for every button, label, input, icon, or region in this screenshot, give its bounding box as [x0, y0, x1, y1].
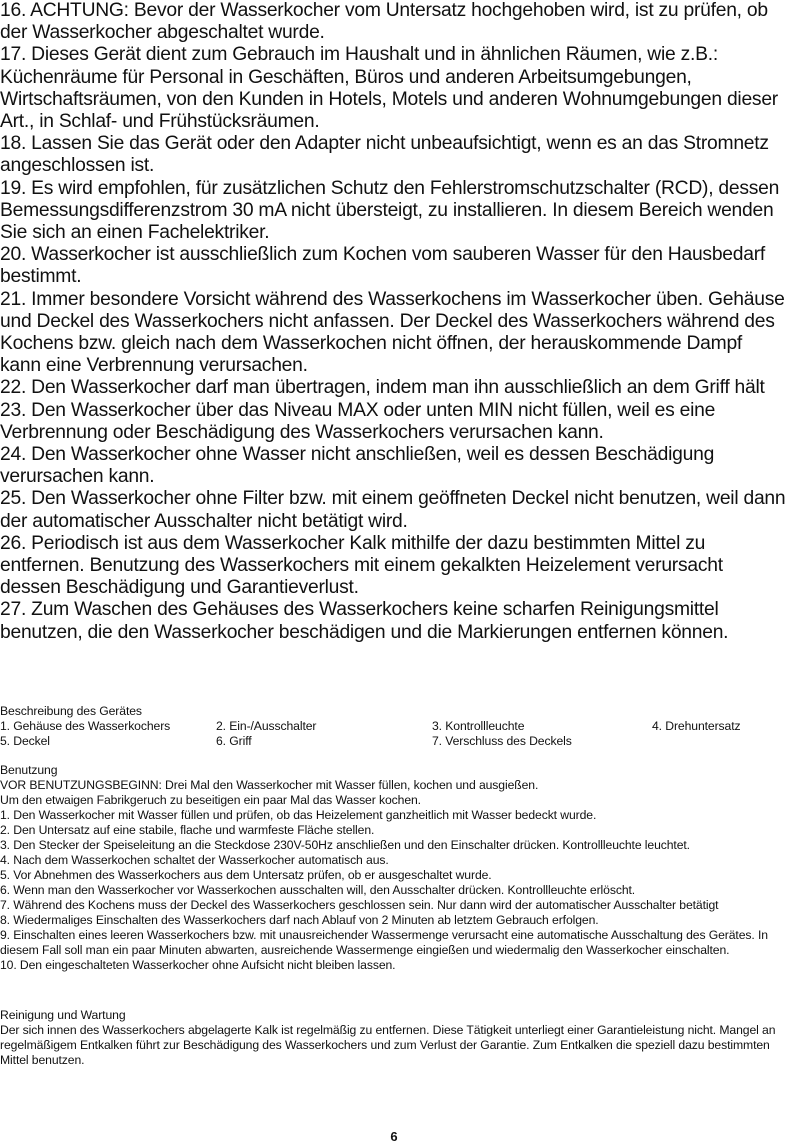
usage-line: 10. Den eingeschalteten Wasserkocher ohne Aufsicht nicht bleiben lassen.	[0, 958, 396, 972]
parts-list	[0, 719, 788, 749]
warning-23: 23. Den Wasserkocher über das Niveau MAX oder unten MIN nicht füllen, weil es eine Verbrennung oder Beschädigung des Wasserkochers verursachen kann.	[0, 399, 716, 443]
usage-line: 9. Einschalten eines leeren Wasserkochers bzw. mit unausreichender Wassermenge verursacht eine automatische Ausschaltung des Gerätes. In diesem Fall soll man ein paar Minuten abwarten, ausreichende Wassermenge eingießen und wiedermalig den Wasserkocher einschalten.	[0, 928, 768, 957]
page-number: 6	[390, 1129, 398, 1144]
maintenance-text: Der sich innen des Wasserkochers abgelagerte Kalk ist regelmäßig zu entfernen. Diese Tätigkeit unterliegt einer Garantieleistung nicht. Mangel an regelmäßigem Entkalken führt zur Beschädigung des Wasserkochers und zum Verlust der Garantie. Zum Entkalken die speziell dazu bestimmten Mittel benutzen.	[0, 1023, 776, 1067]
usage-line: Um den etwaigen Fabrikgeruch zu beseitigen ein paar Mal das Wasser kochen.	[0, 793, 421, 807]
part-item: 5. Deckel	[0, 734, 50, 748]
part-item: 2. Ein-/Ausschalter	[216, 719, 317, 733]
usage-line: 4. Nach dem Wasserkochen schaltet der Wasserkocher automatisch aus.	[0, 853, 389, 867]
part-item: 6. Griff	[216, 734, 252, 748]
warning-22: 22. Den Wasserkocher darf man übertragen, indem man ihn ausschließlich an dem Griff hält	[0, 377, 765, 399]
warning-21: 21. Immer besondere Vorsicht während des Wasserkochens im Wasserkocher üben. Gehäuse und Deckel des Wasserkochers nicht anfassen. Der Deckel des Wasserkochers während des Kochens bzw. gleich nach dem Wasserkochen nicht öffnen, der herauskommende Dampf kann eine Verbrennung verursachen.	[0, 288, 785, 377]
maintenance-section	[0, 1008, 788, 1068]
usage-line: 7. Während des Kochens muss der Deckel des Wasserkochers geschlossen sein. Nur dann wird der automatischer Ausschalter betätigt	[0, 898, 719, 912]
warning-18: 18. Lassen Sie das Gerät oder den Adapter nicht unbeaufsichtigt, wenn es an das Stromnetz angeschlossen ist.	[0, 133, 769, 177]
description-heading: Beschreibung des Gerätes	[0, 704, 142, 718]
usage-line: VOR BENUTZUNGSBEGINN: Drei Mal den Wasserkocher mit Wasser füllen, kochen und ausgießen.	[0, 778, 539, 792]
part-item: 7. Verschluss des Deckels	[432, 734, 572, 748]
warning-19: 19. Es wird empfohlen, für zusätzlichen Schutz den Fehlerstromschutzschalter (RCD), dessen Bemessungsdifferenzstrom 30 mA nicht übersteigt, zu installieren. In diesem Bereich wenden Sie sich an einen Fachelektriker.	[0, 177, 780, 244]
part-item: 3. Kontrollleuchte	[432, 719, 525, 733]
usage-line: 8. Wiedermaliges Einschalten des Wasserkochers darf nach Ablauf von 2 Minuten ab letztem Gebrauch erfolgen.	[0, 913, 599, 927]
device-description	[0, 704, 788, 749]
warning-27: 27. Zum Waschen des Gehäuses des Wasserkochers keine scharfen Reinigungsmittel benutzen, die den Wasserkocher beschädigen und die Markierungen entfernen können.	[0, 599, 729, 643]
warning-24: 24. Den Wasserkocher ohne Wasser nicht anschließen, weil es dessen Beschädigung verursachen kann.	[0, 444, 715, 488]
usage-heading: Benutzung	[0, 763, 58, 777]
usage-line: 6. Wenn man den Wasserkocher vor Wasserkochen ausschalten will, den Ausschalter drücken. Kontrollleuchte erlöscht.	[0, 883, 636, 897]
warning-26: 26. Periodisch ist aus dem Wasserkocher Kalk mithilfe der dazu bestimmten Mittel zu entfernen. Benutzung des Wasserkochers mit einem gekalkten Heizelement verursacht dessen Beschädigung und Garantieverlust.	[0, 532, 723, 599]
usage-line: 2. Den Untersatz auf eine stabile, flache und warmfeste Fläche stellen.	[0, 823, 375, 837]
usage-line: 5. Vor Abnehmen des Wasserkochers aus dem Untersatz prüfen, ob er ausgeschaltet wurde.	[0, 868, 492, 882]
part-item: 1. Gehäuse des Wasserkochers	[0, 719, 171, 733]
warning-16: 16. ACHTUNG: Bevor der Wasserkocher vom Untersatz hochgehoben wird, ist zu prüfen, ob der Wasserkocher abgeschaltet wurde.	[0, 0, 768, 44]
usage-section	[0, 763, 788, 973]
maintenance-heading: Reinigung und Wartung	[0, 1008, 126, 1022]
warning-17: 17. Dieses Gerät dient zum Gebrauch im Haushalt und in ähnlichen Räumen, wie z.B.: Küchenräume für Personal in Geschäften, Büros und anderen Arbeitsumgebungen, Wirtschaftsräumen, von den Kunden in Hotels, Motels und anderen Wohnumgebungen dieser Art., in Schlaf- und Frühstücksräumen.	[0, 44, 778, 133]
usage-line: 1. Den Wasserkocher mit Wasser füllen und prüfen, ob das Heizelement ganzheitlich mit Wasser bedeckt wurde.	[0, 808, 597, 822]
usage-line: 3. Den Stecker der Speiseleitung an die Steckdose 230V-50Hz anschließen und den Einschalter drücken. Kontrollleuchte leuchtet.	[0, 838, 690, 852]
warning-20: 20. Wasserkocher ist ausschließlich zum Kochen vom sauberen Wasser für den Hausbedarf bestimmt.	[0, 244, 765, 288]
warning-25: 25. Den Wasserkocher ohne Filter bzw. mit einem geöffneten Deckel nicht benutzen, weil dann der automatischer Ausschalter nicht betätigt wird.	[0, 488, 786, 532]
part-item: 4. Drehuntersatz	[652, 719, 741, 733]
